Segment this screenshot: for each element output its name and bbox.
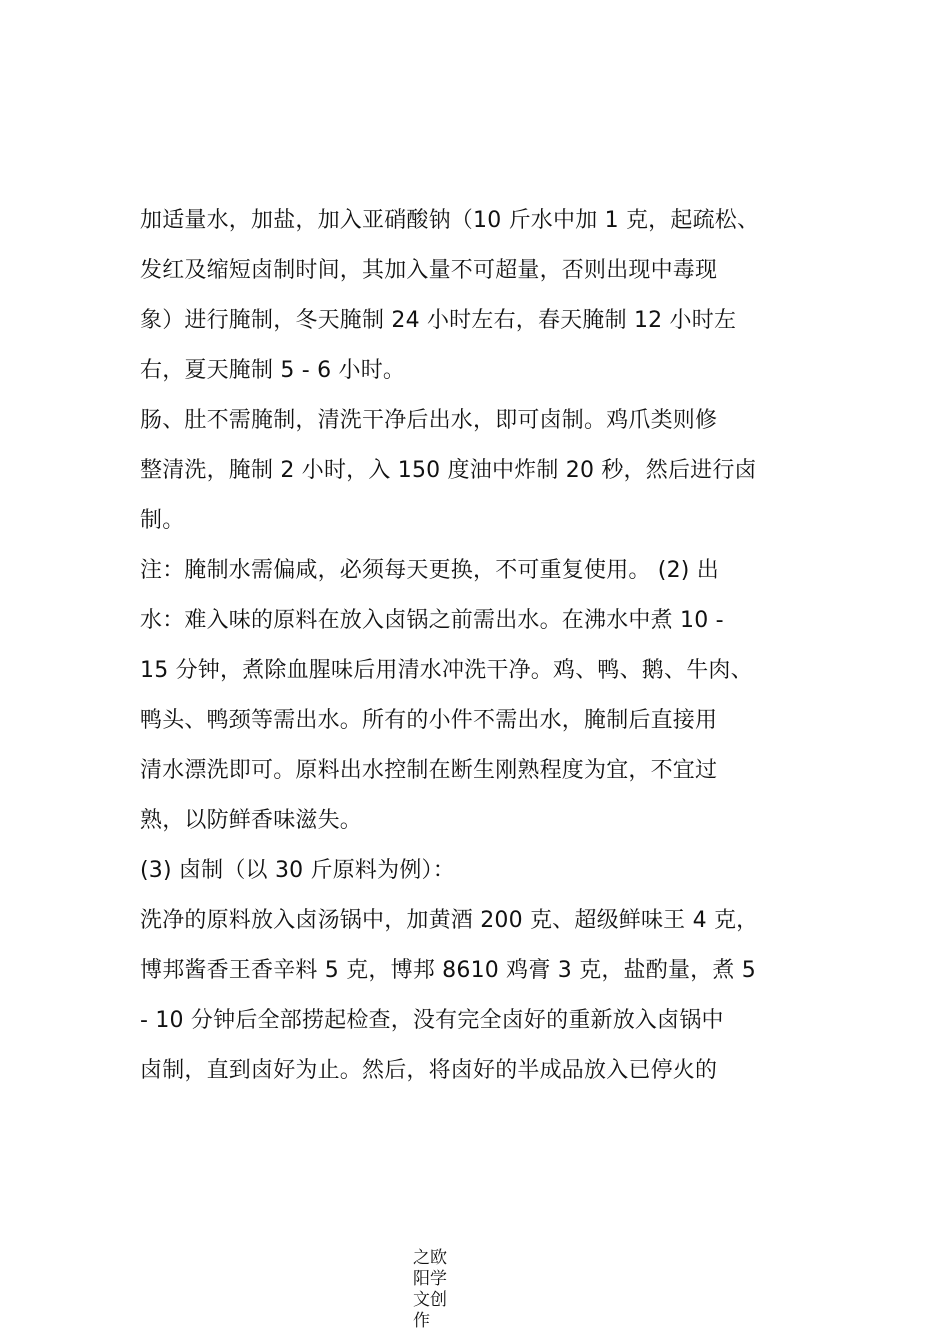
text-line: 加适量水，加盐，加入亚硝酸钠（10 斤水中加 1 克，起疏松、 xyxy=(140,208,760,233)
footer-line: 作 xyxy=(413,1311,430,1331)
footer-line: 之欧 xyxy=(413,1248,447,1268)
body-text xyxy=(140,196,840,1096)
footer-line: 阳学 xyxy=(413,1269,447,1289)
text-line: 熟，以防鲜香味滋失。 xyxy=(140,808,363,833)
text-line: 清水漂洗即可。原料出水控制在断生刚熟程度为宜，不宜过 xyxy=(140,758,718,783)
text-line: 制。 xyxy=(140,508,185,533)
text-line: 卤制，直到卤好为止。然后，将卤好的半成品放入已停火的 xyxy=(140,1058,718,1083)
text-line: 象）进行腌制，冬天腌制 24 小时左右，春天腌制 12 小时左 xyxy=(140,308,737,333)
footer-line: 文创 xyxy=(413,1290,447,1310)
text-line: 肠、肚不需腌制，清洗干净后出水，即可卤制。鸡爪类则修 xyxy=(140,408,718,433)
text-line: 15 分钟，煮除血腥味后用清水冲洗干净。鸡、鸭、鹅、牛肉、 xyxy=(140,658,753,683)
text-line: 注：腌制水需偏咸，必须每天更换，不可重复使用。 (2) 出 xyxy=(140,558,719,583)
text-line: 鸭头、鸭颈等需出水。所有的小件不需出水，腌制后直接用 xyxy=(140,708,718,733)
section-heading: (3) 卤制（以 30 斤原料为例）： xyxy=(140,858,455,883)
text-line: 发红及缩短卤制时间，其加入量不可超量，否则出现中毒现 xyxy=(140,258,718,283)
text-line: 右，夏天腌制 5 - 6 小时。 xyxy=(140,358,406,383)
page-footer xyxy=(413,1248,453,1332)
text-line: 整清洗，腌制 2 小时，入 150 度油中炸制 20 秒，然后进行卤 xyxy=(140,458,757,483)
text-line: 洗净的原料放入卤汤锅中，加黄酒 200 克、超级鲜味王 4 克， xyxy=(140,908,759,933)
text-line: 博邦酱香王香辛料 5 克，博邦 8610 鸡膏 3 克，盐酌量，煮 5 xyxy=(140,958,756,983)
text-line: - 10 分钟后全部捞起检查，没有完全卤好的重新放入卤锅中 xyxy=(140,1008,724,1033)
text-line: 水：难入味的原料在放入卤锅之前需出水。在沸水中煮 10 - xyxy=(140,608,724,633)
